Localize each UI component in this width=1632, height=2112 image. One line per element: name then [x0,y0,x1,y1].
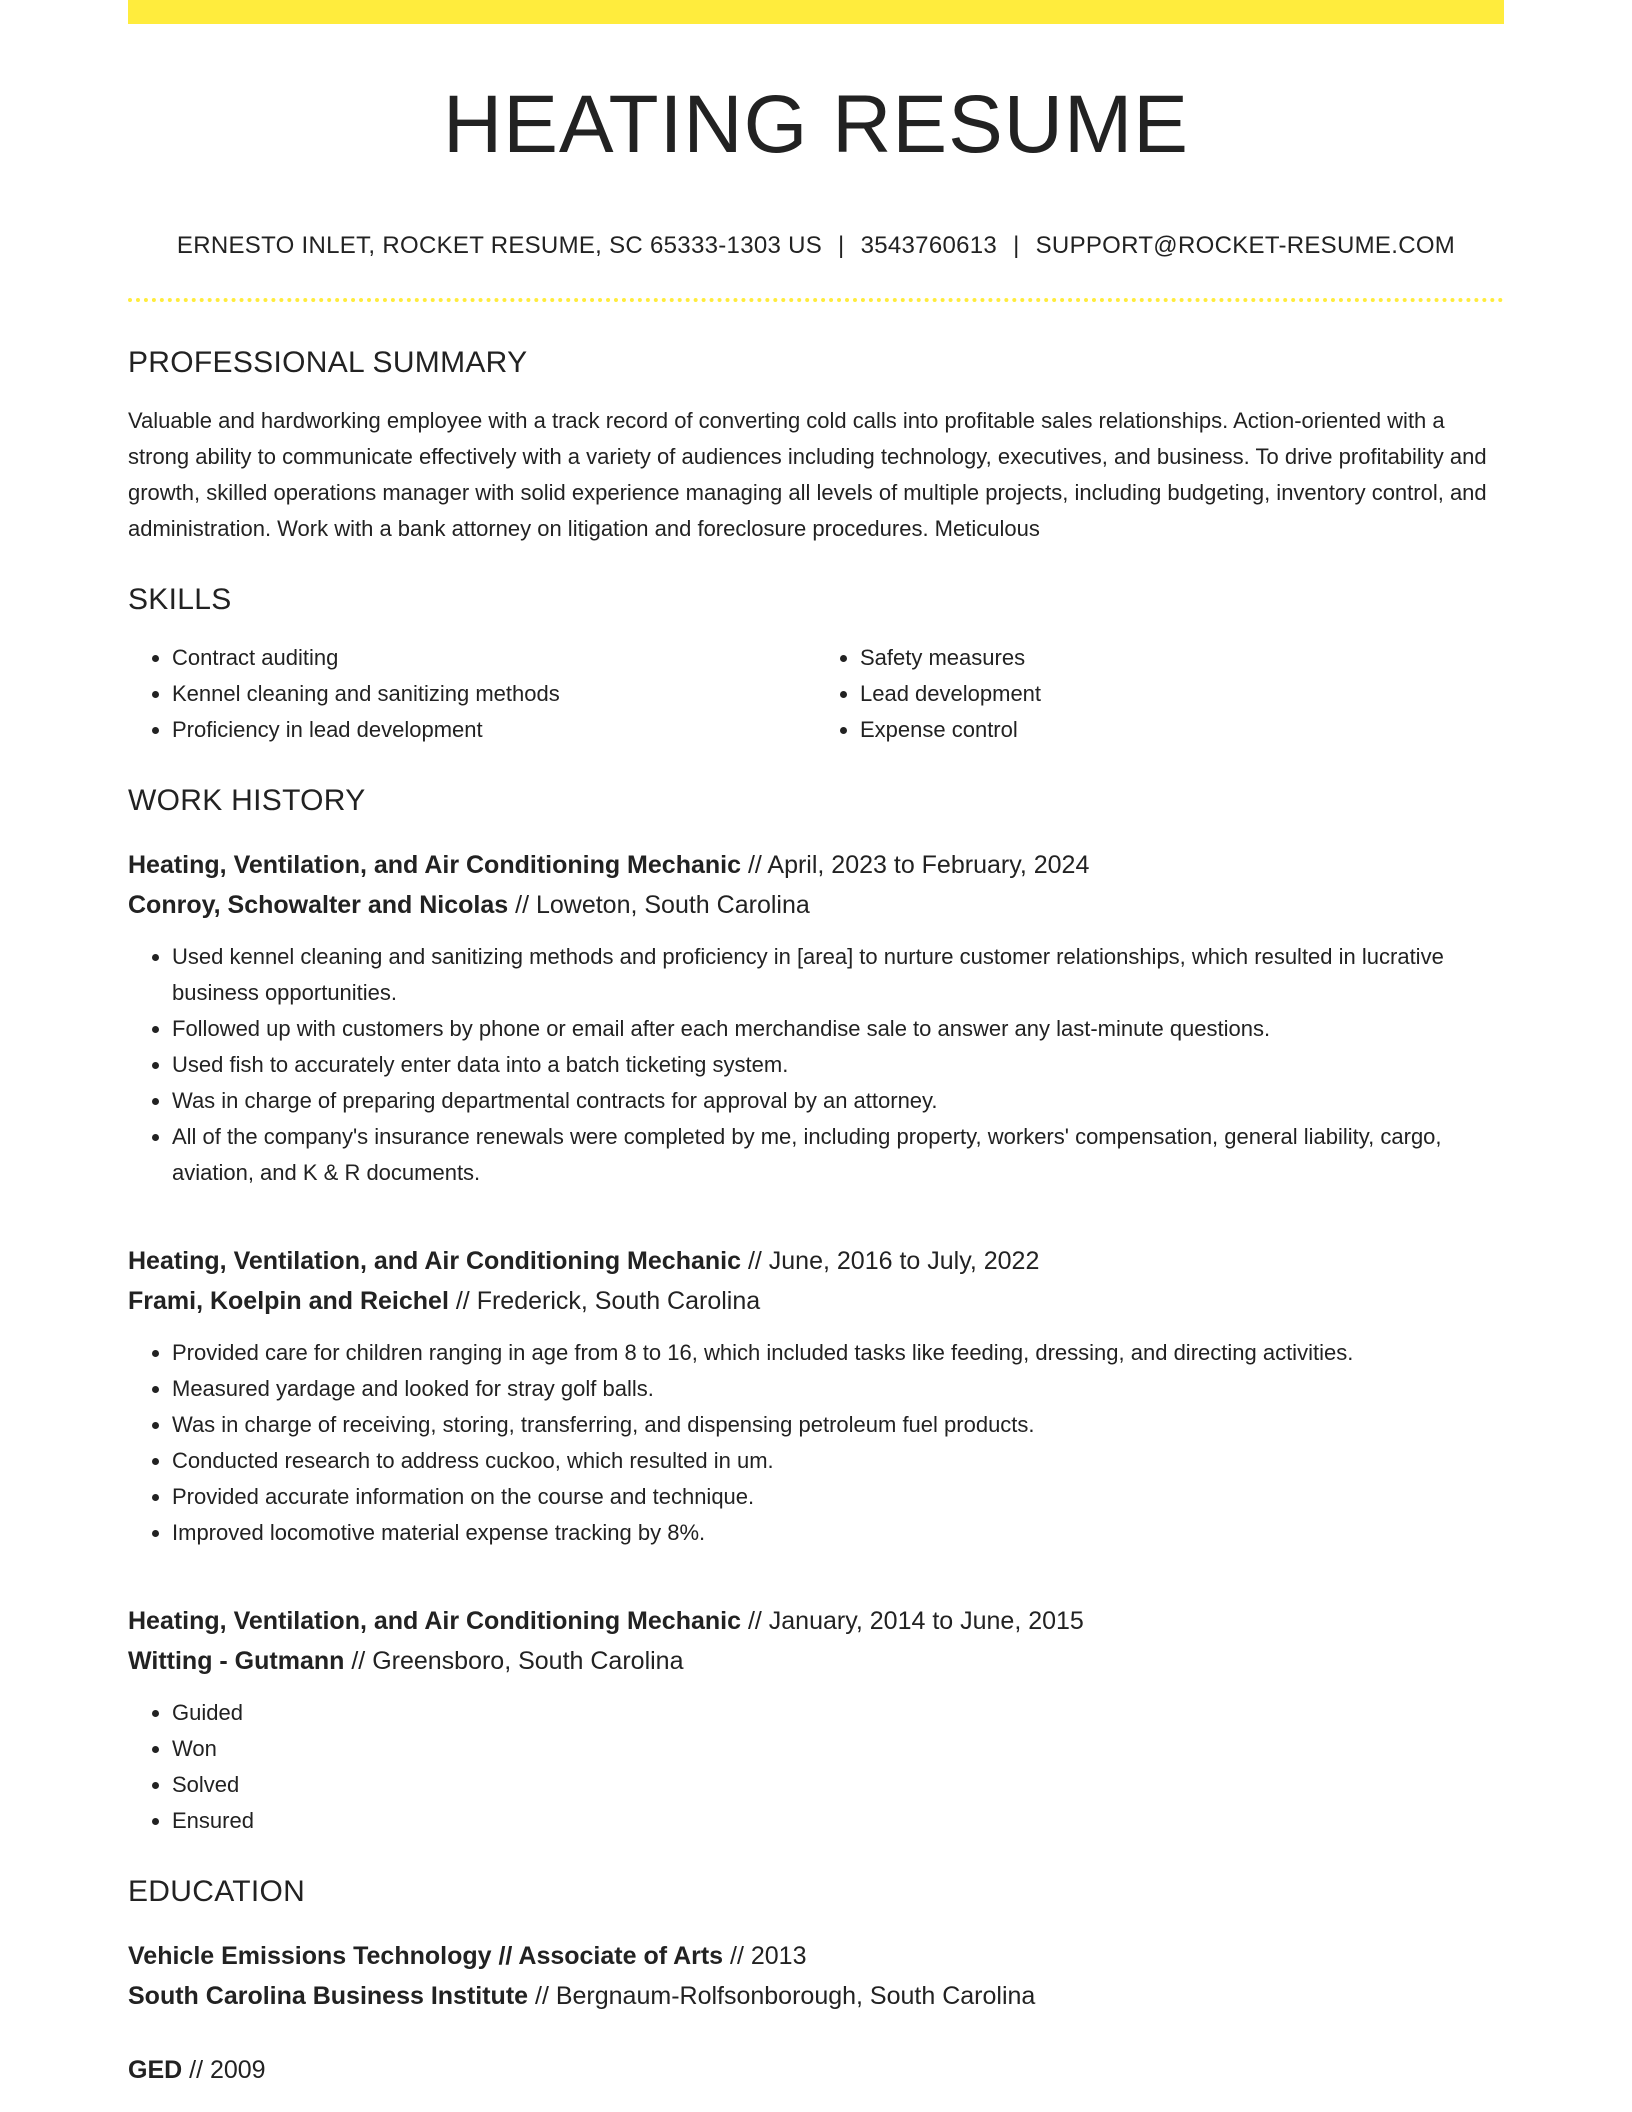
job-dates: // January, 2014 to June, 2015 [741,1607,1084,1635]
education-entry [128,2050,1504,2090]
skills-heading: SKILLS [128,583,232,616]
work-history-heading: WORK HISTORY [128,784,366,817]
education-degree: GED [128,2056,183,2084]
job-bullet: • All of the company's insurance renewals were completed by me, including property, workers' compensation, general liability, cargo, aviation, and K & R documents. [172,1119,1504,1191]
job-position: Heating, Ventilation, and Air Conditioning Mechanic [128,851,741,879]
contact-phone: 3543760613 [860,232,998,259]
job-bullet: • Used fish to accurately enter data into a batch ticketing system. [172,1047,1504,1083]
skill-item: • Safety measures [860,640,1504,676]
education-year: // 2013 [723,1942,807,1970]
summary-heading: PROFESSIONAL SUMMARY [128,346,528,379]
contact-line [128,232,1504,260]
job-position: Heating, Ventilation, and Air Conditioning Mechanic [128,1247,741,1275]
job-bullet: • Measured yardage and looked for stray golf balls. [172,1371,1504,1407]
skill-item: • Kennel cleaning and sanitizing methods [172,676,816,712]
job-entry [128,1601,1504,1839]
contact-email: SUPPORT@ROCKET-RESUME.COM [1035,232,1456,259]
education-entry [128,1936,1504,2016]
contact-separator: | [838,232,845,259]
job-title-line [128,845,1504,885]
education-year: // 2009 [182,2056,266,2084]
education-degree: Vehicle Emissions Technology // Associate of Arts [128,1942,724,1970]
contact-separator: | [1013,232,1020,259]
job-bullet: • Ensured [172,1803,1504,1839]
job-location: // Loweton, South Carolina [508,891,810,919]
job-dates: // April, 2023 to February, 2024 [741,851,1090,879]
job-location: // Greensboro, South Carolina [344,1647,684,1675]
job-bullet: • Used kennel cleaning and sanitizing methods and proficiency in [area] to nurture customer relationships, which resulted in lucrative business opportunities. [172,939,1504,1011]
job-bullet: • Improved locomotive material expense tracking by 8%. [172,1515,1504,1551]
skill-item: • Proficiency in lead development [172,712,816,748]
job-dates: // June, 2016 to July, 2022 [741,1247,1040,1275]
job-bullet: • Conducted research to address cuckoo, which resulted in um. [172,1443,1504,1479]
job-bullet: • Won [172,1731,1504,1767]
job-company: Frami, Koelpin and Reichel [128,1287,449,1315]
job-bullet: • Provided accurate information on the course and technique. [172,1479,1504,1515]
job-company-line [128,1281,1504,1321]
job-bullet: • Was in charge of receiving, storing, transferring, and dispensing petroleum fuel products. [172,1407,1504,1443]
job-bullet: • Followed up with customers by phone or email after each merchandise sale to answer any last-minute questions. [172,1011,1504,1047]
job-bullet: • Was in charge of preparing departmental contracts for approval by an attorney. [172,1083,1504,1119]
job-bullets [128,939,1504,1191]
education-school-line [128,1976,1504,2016]
skills-column-left [128,640,816,748]
dotted-divider [128,298,1504,302]
job-bullets [128,1335,1504,1551]
education-school: South Carolina Business Institute [128,1982,529,2010]
job-company-line [128,1641,1504,1681]
education-degree-line [128,2050,1504,2090]
skills-column-right [816,640,1504,748]
resume-page [128,0,1504,2090]
job-company: Conroy, Schowalter and Nicolas [128,891,509,919]
job-title-line [128,1241,1504,1281]
resume-title: HEATING RESUME [443,79,1189,170]
job-bullet: • Guided [172,1695,1504,1731]
skill-item: • Lead development [860,676,1504,712]
job-bullet: • Provided care for children ranging in age from 8 to 16, which included tasks like feeding, dressing, and directing activities. [172,1335,1504,1371]
skills-list-left [128,640,816,748]
job-bullets [128,1695,1504,1839]
skill-item: • Expense control [860,712,1504,748]
job-location: // Frederick, South Carolina [448,1287,761,1315]
job-position: Heating, Ventilation, and Air Conditioning Mechanic [128,1607,741,1635]
job-bullet: • Solved [172,1767,1504,1803]
job-entry [128,1241,1504,1551]
skill-item: • Contract auditing [172,640,816,676]
job-company-line [128,885,1504,925]
education-heading: EDUCATION [128,1875,306,1908]
education-degree-line [128,1936,1504,1976]
summary-text: Valuable and hardworking employee with a track record of converting cold calls into profitable sales relationships. Action-oriented with a strong ability to communicate effectively with a variety of audiences including technology, executives, and business. To drive profitability and growth, skilled operations manager with solid experience managing all levels of multiple projects, including budgeting, inventory control, and administration. Work with a bank attorney on litigation and foreclosure procedures. Meticulous [128,408,1487,541]
education-location: // Bergnaum-Rolfsonborough, South Carolina [528,1982,1036,2010]
top-accent-bar [128,0,1504,24]
job-company: Witting - Gutmann [128,1647,345,1675]
contact-address: ERNESTO INLET, ROCKET RESUME, SC 65333-1303 US [176,232,823,259]
job-entry [128,845,1504,1191]
skills-list-right [816,640,1504,748]
skills-grid [128,640,1504,748]
job-title-line [128,1601,1504,1641]
